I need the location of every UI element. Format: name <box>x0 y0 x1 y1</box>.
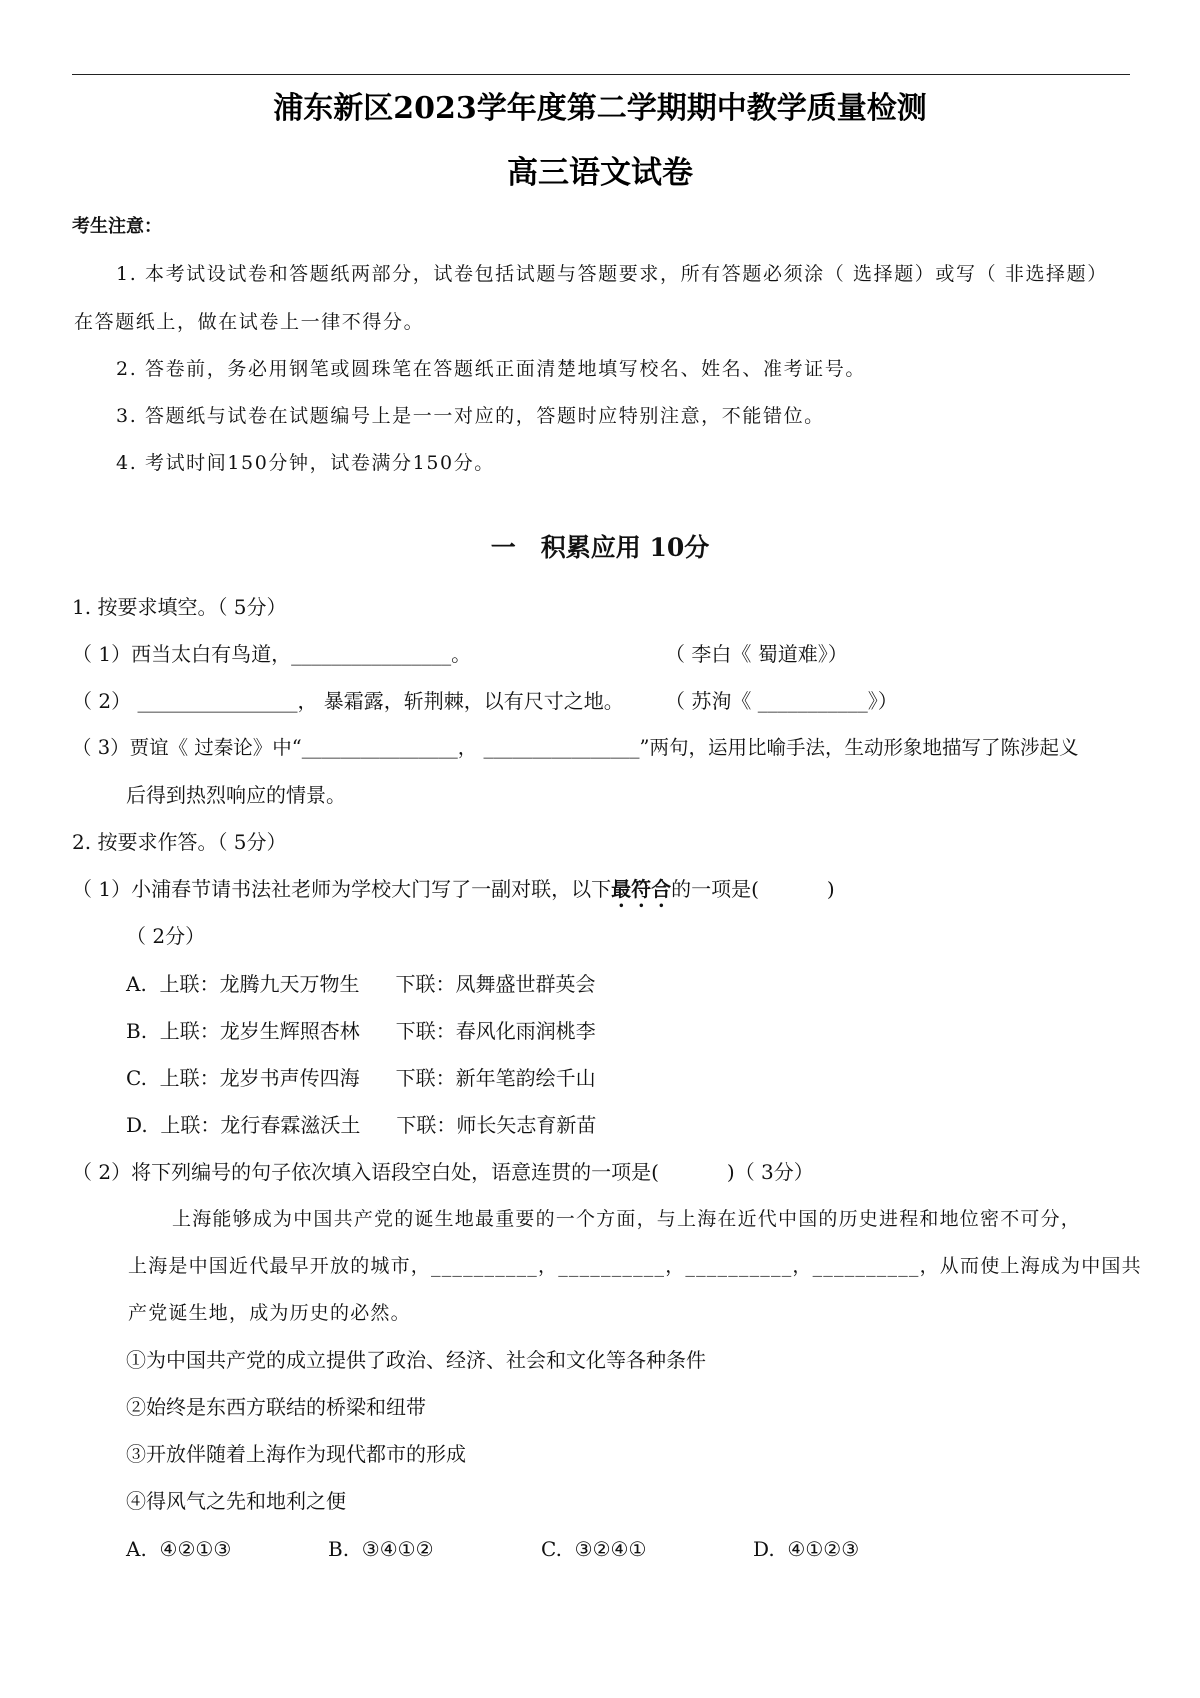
q2-sub1-text-after: 的一项是( <box>671 877 759 901</box>
q2-sub1-emphasis: 最符合 <box>611 877 672 901</box>
notice-item-1: 1. 本考试设试卷和答题纸两部分，试卷包括试题与答题要求，所有答题必须涂（ 选择题）或写（ 非选择题） <box>116 263 1108 285</box>
option-lower: 下联：凤舞盛世群英会 <box>395 972 596 996</box>
option-upper: 上联：龙行春霖滋沃土 <box>160 1113 361 1137</box>
option-a <box>126 969 596 999</box>
notice-item-4: 4. 考试时间150分钟，试卷满分150分。 <box>116 452 495 474</box>
q2-stem: 2. 按要求作答。（ 5分） <box>72 830 287 854</box>
option-b <box>126 1016 596 1046</box>
choice-label: C. <box>541 1537 562 1561</box>
q2-sub1-close: ) <box>826 877 835 901</box>
passage-line-3: 产党诞生地，成为历史的必然。 <box>128 1302 411 1324</box>
choice-text: ④②①③ <box>159 1537 232 1561</box>
choice-label: B. <box>328 1537 350 1561</box>
q2-sub1-score: （ 2分） <box>126 924 206 948</box>
section-header-1: 一 积累应用 10分 <box>490 533 710 562</box>
notice-item-3: 3. 答题纸与试卷在试题编号上是一一对应的，答题时应特别注意，不能错位。 <box>116 405 825 427</box>
choice-d <box>753 1534 859 1564</box>
option-lower: 下联：新年笔韵绘千山 <box>395 1066 596 1090</box>
passage-line-1: 上海能够成为中国共产党的诞生地最重要的一个方面，与上海在近代中国的历史进程和地位密不可分， <box>172 1208 1082 1230</box>
q1-sub2: （ 2） ________________， 暴霜露，斩荆棘，以有尺寸之地。 <box>72 689 624 713</box>
choice-a <box>126 1534 231 1564</box>
option-label: D. <box>126 1113 148 1137</box>
q2-sub2-score: )（ 3分） <box>726 1160 814 1184</box>
option-lower: 下联：春风化雨润桃李 <box>395 1019 596 1043</box>
choice-label: D. <box>753 1537 775 1561</box>
top-divider <box>72 74 1130 75</box>
q1-sub3: （ 3）贾谊《 过秦论》中“________________， ________________”两句，运用比喻手法，生动形象地描写了陈涉起义 <box>72 736 1079 759</box>
sentence-1: ①为中国共产党的成立提供了政治、经济、社会和文化等各种条件 <box>126 1348 706 1372</box>
option-upper: 上联：龙岁书声传四海 <box>159 1066 360 1090</box>
option-upper: 上联：龙岁生辉照杏林 <box>159 1019 360 1043</box>
passage-line-2: 上海是中国近代最早开放的城市，__________，__________，__________，__________，从而使上海成为中国共 <box>128 1255 1142 1277</box>
q1-sub3-cont: 后得到热烈响应的情景。 <box>126 783 346 807</box>
q1-sub2-source: （ 苏洵《 ___________》） <box>665 689 898 713</box>
choice-c <box>541 1534 646 1564</box>
q2-sub1 <box>72 874 835 912</box>
notice-item-2: 2. 答卷前，务必用钢笔或圆珠笔在答题纸正面清楚地填写校名、姓名、准考证号。 <box>116 358 866 380</box>
sentence-2: ②始终是东西方联结的桥梁和纽带 <box>126 1395 426 1419</box>
q2-sub2 <box>72 1157 814 1187</box>
q1-sub1-source: （ 李白《 蜀道难》） <box>665 642 848 666</box>
exam-title: 浦东新区2023学年度第二学期期中教学质量检测 <box>273 91 927 126</box>
option-label: C. <box>126 1066 147 1090</box>
sentence-3: ③开放伴随着上海作为现代都市的形成 <box>126 1442 466 1466</box>
choice-label: A. <box>126 1537 147 1561</box>
option-upper: 上联：龙腾九天万物生 <box>159 972 360 996</box>
option-label: A. <box>126 972 147 996</box>
q1-stem: 1. 按要求填空。（ 5分） <box>72 595 287 619</box>
notice-heading: 考生注意： <box>72 216 162 237</box>
option-d <box>126 1110 596 1140</box>
choice-text: ③②④① <box>574 1537 647 1561</box>
option-c <box>126 1063 596 1093</box>
q2-sub1-text: （ 1）小浦春节请书法社老师为学校大门写了一副对联，以下 <box>72 877 612 901</box>
sentence-4: ④得风气之先和地利之便 <box>126 1489 346 1513</box>
option-lower: 下联：师长矢志育新苗 <box>396 1113 597 1137</box>
option-label: B. <box>126 1019 148 1043</box>
q2-sub2-text: （ 2）将下列编号的句子依次填入语段空白处，语意连贯的一项是( <box>72 1160 659 1184</box>
exam-subtitle: 高三语文试卷 <box>507 155 693 191</box>
notice-item-1-cont: 在答题纸上，做在试卷上一律不得分。 <box>74 311 425 333</box>
choice-text: ③④①② <box>361 1537 434 1561</box>
q1-sub1: （ 1）西当太白有鸟道，________________。 <box>72 642 472 666</box>
choice-b <box>328 1534 434 1564</box>
choice-text: ④①②③ <box>787 1537 860 1561</box>
